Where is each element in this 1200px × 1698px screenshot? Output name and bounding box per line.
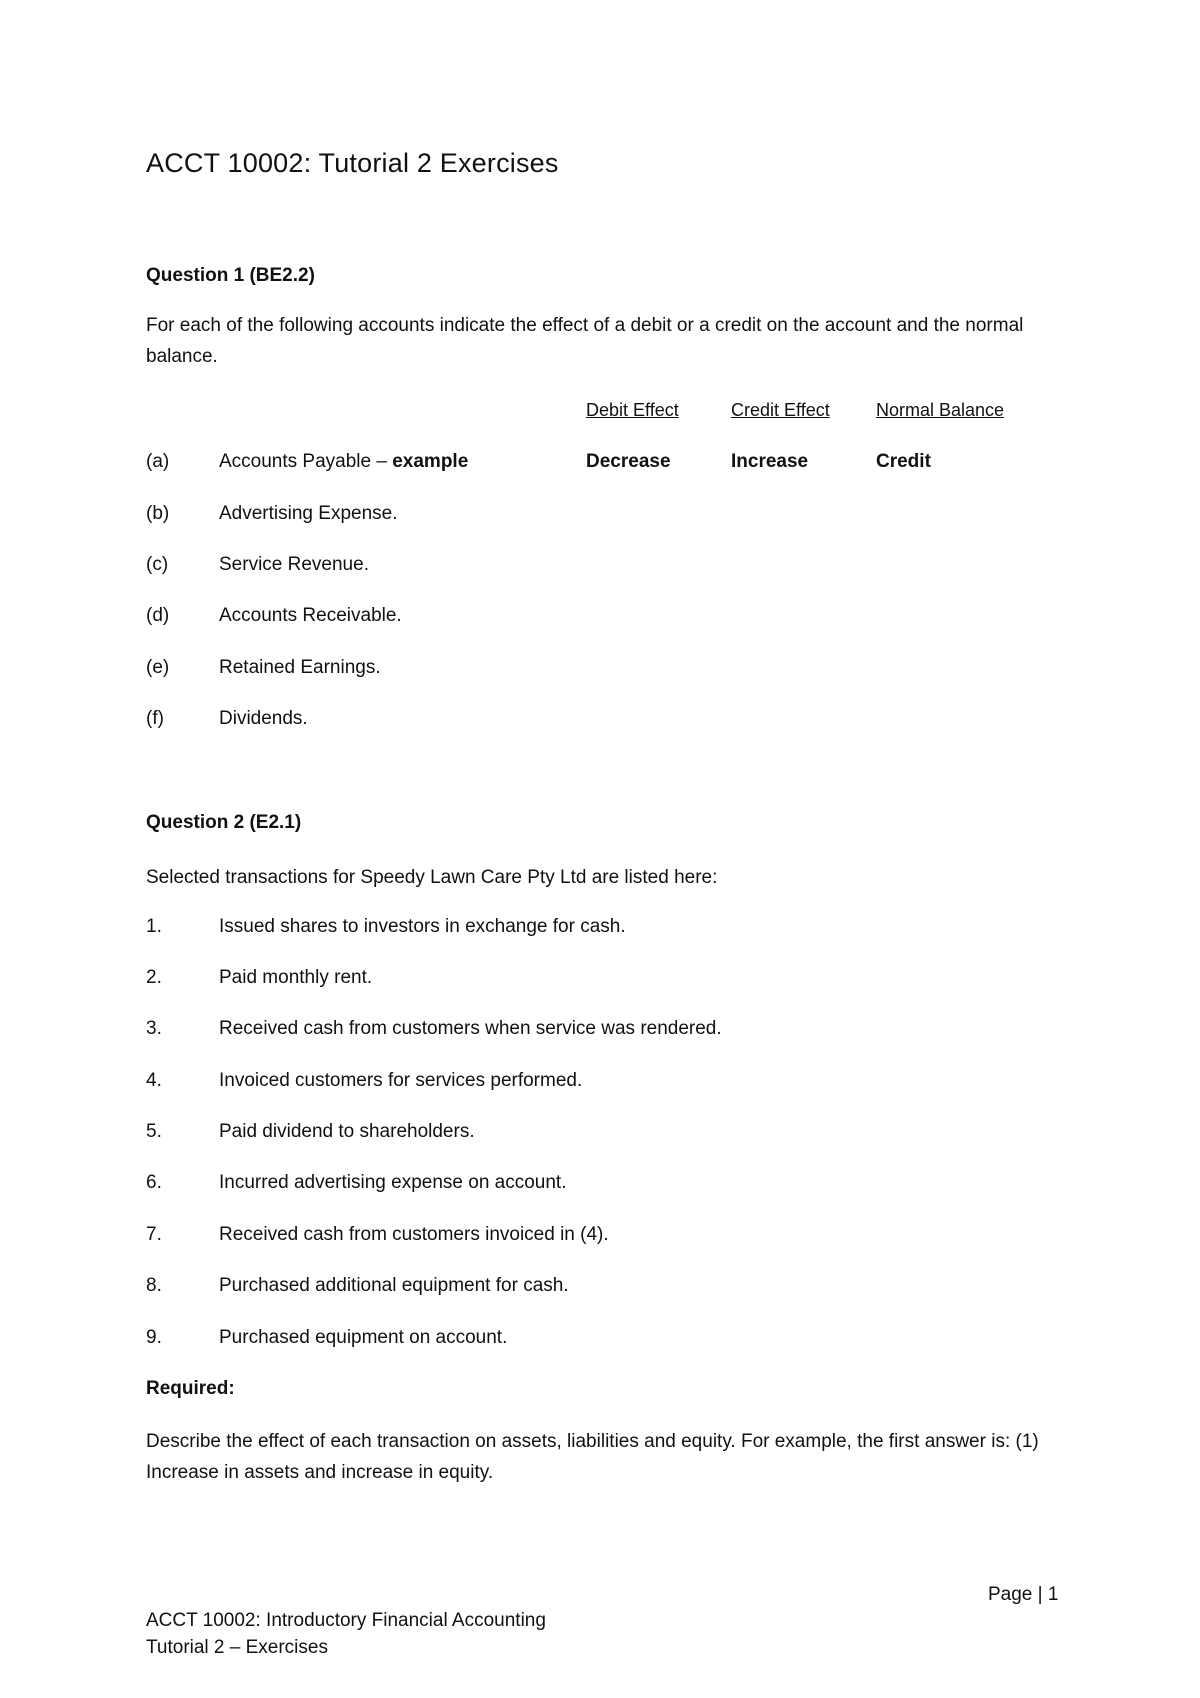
question-1-heading: Question 1 (BE2.2) (146, 265, 315, 286)
question-2-intro: Selected transactions for Speedy Lawn Care Pty Ltd are listed here: (146, 867, 718, 888)
transaction-item: Purchased additional equipment for cash. (219, 1275, 569, 1296)
page-number: Page | 1 (988, 1584, 1059, 1605)
row-label: (d) (146, 605, 170, 626)
row-label: (a) (146, 451, 170, 472)
required-text: Describe the effect of each transaction on assets, liabilities and equity. For example, the first answer is: (1) Increase in assets and increase in equity. (146, 1431, 1039, 1483)
transaction-item: Paid dividend to shareholders. (219, 1121, 475, 1142)
transaction-item: Paid monthly rent. (219, 967, 373, 988)
account-name: Service Revenue. (219, 554, 369, 575)
item-number: 5. (146, 1121, 162, 1142)
item-number: 3. (146, 1018, 162, 1039)
example-account (219, 451, 468, 473)
item-number: 2. (146, 967, 162, 988)
question-2-heading: Question 2 (E2.1) (146, 812, 302, 833)
question-1-intro: For each of the following accounts indicate the effect of a debit or a credit on the account and the normal balance. (146, 315, 1024, 367)
required-label: Required: (146, 1378, 235, 1399)
example-debit-effect: Decrease (586, 451, 671, 472)
row-label: (b) (146, 503, 170, 524)
example-tag: example (392, 451, 469, 472)
account-name: Dividends. (219, 708, 308, 729)
example-credit-effect: Increase (731, 451, 809, 472)
row-label: (c) (146, 554, 169, 575)
column-header-debit-effect: Debit Effect (586, 400, 679, 420)
footer-tutorial-title: Tutorial 2 – Exercises (146, 1637, 328, 1658)
transaction-item: Incurred advertising expense on account. (219, 1172, 567, 1193)
item-number: 9. (146, 1327, 162, 1348)
account-name: Accounts Receivable. (219, 605, 402, 626)
footer-course-title: ACCT 10002: Introductory Financial Accounting (146, 1610, 546, 1631)
item-number: 1. (146, 916, 162, 937)
column-header-normal-balance: Normal Balance (876, 400, 1005, 420)
item-number: 7. (146, 1224, 162, 1245)
account-name: Advertising Expense. (219, 503, 398, 524)
transaction-item: Received cash from customers invoiced in (4). (219, 1224, 609, 1245)
example-account-name: Accounts Payable – (219, 451, 393, 472)
row-label: (e) (146, 657, 170, 678)
item-number: 4. (146, 1070, 162, 1091)
row-label: (f) (146, 708, 164, 729)
example-normal-balance: Credit (876, 451, 931, 472)
item-number: 6. (146, 1172, 162, 1193)
item-number: 8. (146, 1275, 162, 1296)
transaction-item: Purchased equipment on account. (219, 1327, 508, 1348)
account-name: Retained Earnings. (219, 657, 381, 678)
transaction-item: Invoiced customers for services performed. (219, 1070, 583, 1091)
column-header-credit-effect: Credit Effect (731, 400, 830, 420)
page-title: ACCT 10002: Tutorial 2 Exercises (146, 148, 559, 178)
transaction-item: Received cash from customers when service was rendered. (219, 1018, 722, 1039)
transaction-item: Issued shares to investors in exchange for cash. (219, 916, 626, 937)
